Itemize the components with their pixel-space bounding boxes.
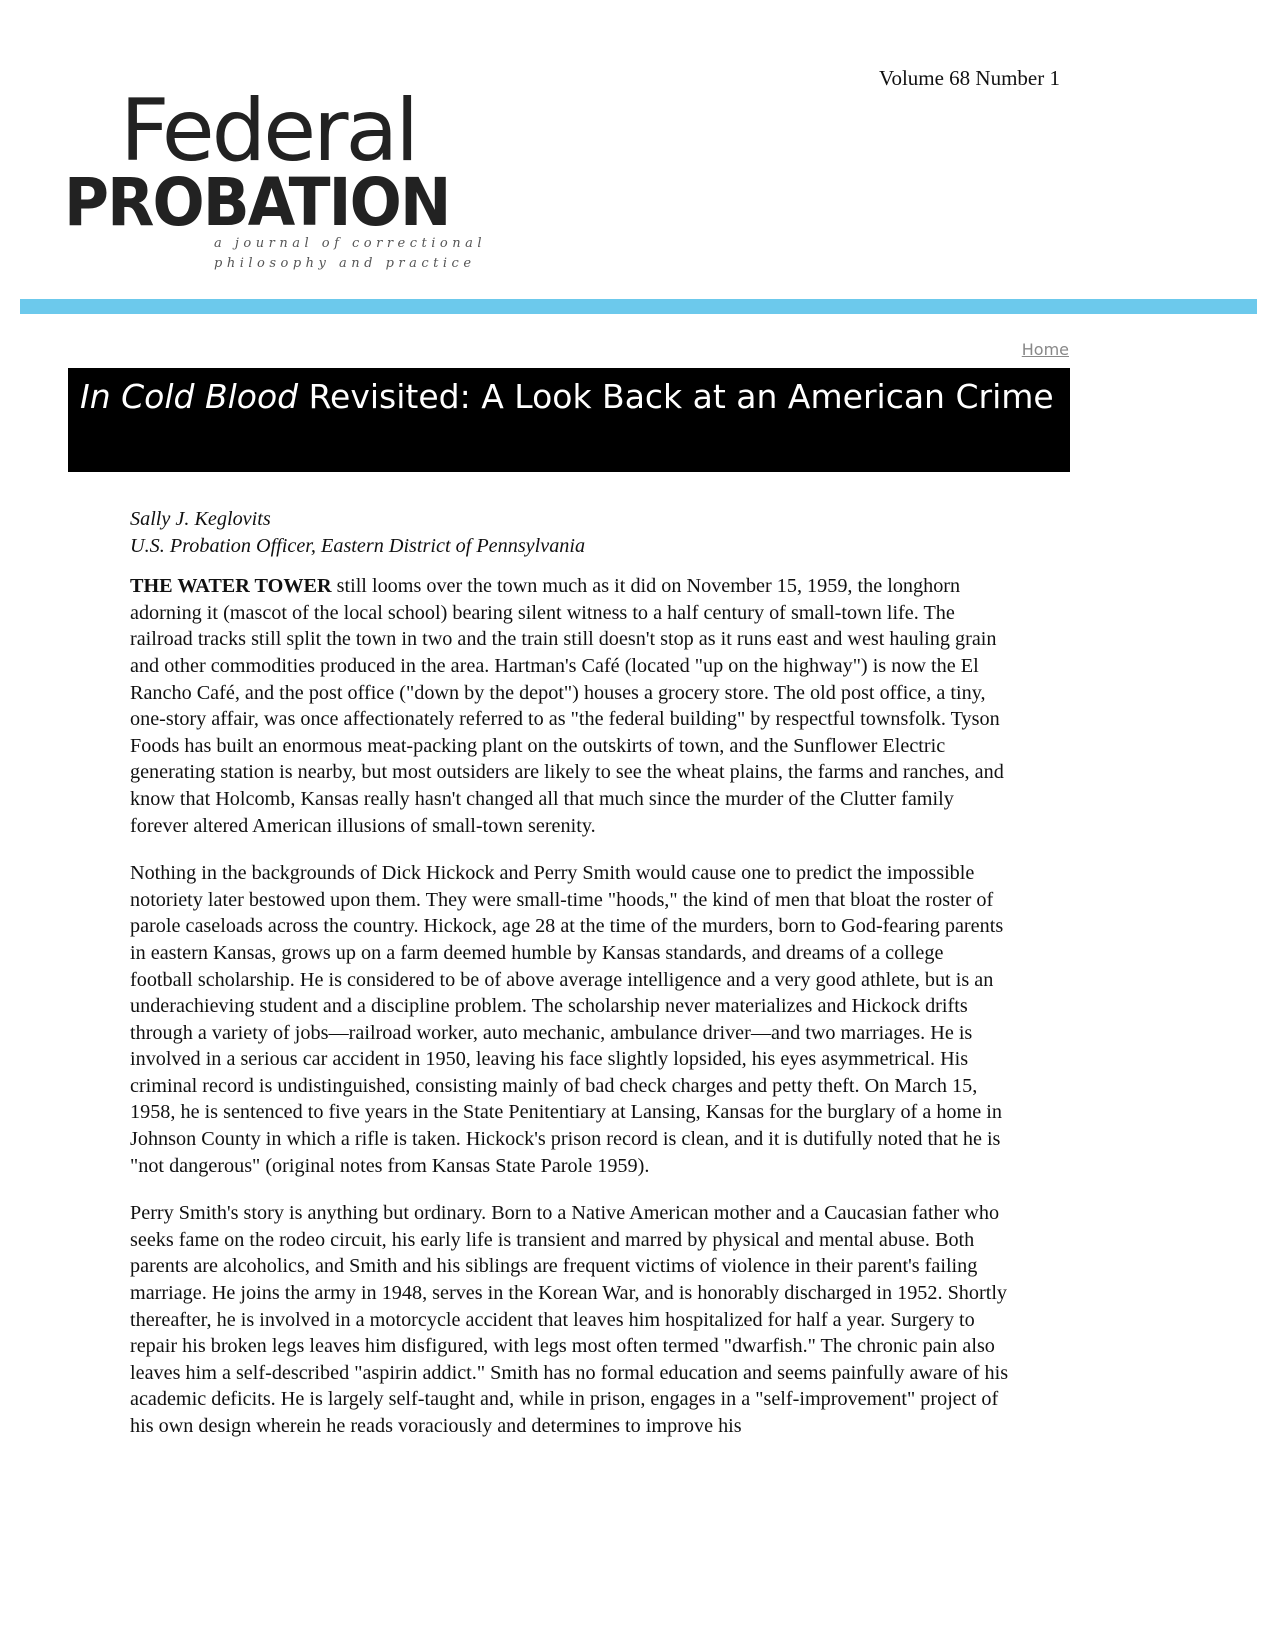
home-link[interactable]: Home — [1021, 340, 1069, 359]
article-title — [80, 376, 1058, 418]
issue-number: Volume 68 Number 1 — [878, 66, 1060, 90]
paragraph-1-lead: THE WATER TOWER — [130, 575, 332, 598]
paragraph-2: Nothing in the backgrounds of Dick Hickock and Perry Smith would cause one to predict the impossible notoriety later bestowed upon them. They were small-time "hoods," the kind of men that bloat the roster of parole caseloads across the country. Hickock, age 28 at the time of the murders, born to God-fearing parents in eastern Kansas, grows up on a farm deemed humble by Kansas standards, and dreams of a college football scholarship. He is considered to be of above average intelligence and a very good athlete, but is an underachieving student and a discipline problem. The scholarship never materializes and Hickock drifts through a variety of jobs—railroad worker, auto mechanic, ambulance driver—and two marriages. He is involved in a serious car accident in 1950, leaving his face slightly lopsided, his eyes asymmetrical. His criminal record is undistinguished, consisting mainly of bad check charges and petty theft. On March 15, 1958, he is sentenced to five years in the State Penitentiary at Lansing, Kansas for the burglary of a home in Johnson County in which a rifle is taken. Hickock's prison record is clean, and it is dutifully noted that he is "not dangerous" (original notes from Kansas State Parole 1959). — [130, 862, 1004, 1177]
paragraph-1-text: still looms over the town much as it did on November 15, 1959, the longhorn adorning it (mascot of the local school) bearing silent witness to a half century of small-town life. The railroad tracks still split the town in two and the train still doesn't stop as it runs east and west hauling grain and other commodities produced in the area. Hartman's Café (located "up on the highway") is now the El Rancho Café, and the post office ("down by the depot") houses a grocery store. The old post office, a tiny, one-story affair, was once affectionately referred to as "the federal building" by respectful townsfolk. Tyson Foods has built an enormous meat-packing plant on the outskirts of town, and the Sunflower Electric generating station is nearby, but most outsiders are likely to see the wheat plains, the farms and ranches, and know that Holcomb, Kansas really hasn't changed all that much since the murder of the Clutter family forever altered American illusions of small-town serenity. — [130, 575, 1004, 837]
article-body — [130, 506, 1010, 1461]
author-block — [130, 506, 1010, 559]
logo-word-probation: PROBATION — [64, 164, 450, 241]
article-title-banner — [68, 368, 1070, 472]
author-name: Sally J. Keglovits — [130, 508, 271, 530]
logo-word-federal: Federal — [120, 81, 417, 181]
paragraph-1 — [130, 573, 1010, 839]
header-divider-bar — [20, 299, 1257, 314]
logo-tagline-line2: philosophy and practice — [214, 256, 476, 271]
paragraph-3: Perry Smith's story is anything but ordinary. Born to a Native American mother and a Caucasian father who seeks fame on the rodeo circuit, his early life is transient and marred by physical and mental abuse. Both parents are alcoholics, and Smith and his siblings are frequent victims of violence in their parent's failing marriage. He joins the army in 1948, serves in the Korean War, and is honorably discharged in 1952. Shortly thereafter, he is involved in a motorcycle accident that leaves him hospitalized for half a year. Surgery to repair his broken legs leaves him disfigured, with legs most often termed "dwarfish." The chronic pain also leaves him a self-described "aspirin addict." Smith has no formal education and seems painfully aware of his academic deficits. He is largely self-taught and, while in prison, engages in a "self-improvement" project of his own design wherein he reads voraciously and determines to improve his — [130, 1202, 1009, 1437]
article-title-rest: Revisited: A Look Back at an American Crime — [298, 377, 1054, 416]
logo-tagline-line1: a journal of correctional — [214, 236, 487, 251]
author-affiliation: U.S. Probation Officer, Eastern District of Pennsylvania — [130, 534, 586, 557]
article-title-italic: In Cold Blood — [80, 377, 299, 416]
federal-probation-logo — [64, 81, 524, 278]
